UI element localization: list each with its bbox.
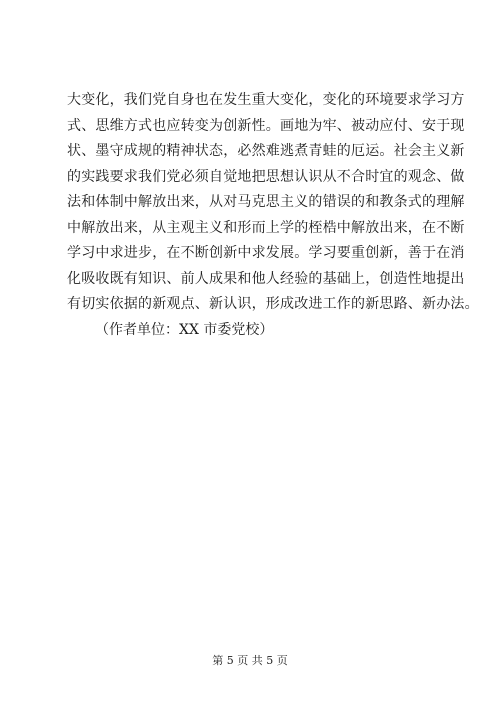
paragraph-line: 有切实依据的新观点、新认识，形成改进工作的新思路、新办法。 (67, 296, 479, 312)
paragraph-line: 大变化，我们党自身也在发生重大变化，变化的环境要求学习方 (67, 92, 465, 108)
page-number-footer: 第 5 页 共 5 页 (212, 654, 288, 667)
author-affiliation: （作者单位：XX 市委党校） (95, 321, 274, 338)
paragraph-line: 化吸收既有知识、前人成果和他人经验的基础上，创造性地提出 (67, 270, 465, 287)
paragraph-line: 法和体制中解放出来，从对马克思主义的错误的和教条式的理解 (67, 194, 465, 210)
article-body (67, 88, 479, 343)
paragraph-line: 状、墨守成规的精神状态，必然难逃煮青蛙的厄运。社会主义新 (67, 143, 465, 159)
paragraph-line: 中解放出来，从主观主义和形而上学的桎梏中解放出来，在不断 (67, 219, 465, 236)
paragraph-line: 的实践要求我们党必须自觉地把思想认识从不合时宜的观念、做 (67, 168, 465, 185)
paragraph-line: 式、思维方式也应转变为创新性。画地为牢、被动应付、安于现 (67, 117, 465, 134)
paragraph-line: 学习中求进步，在不断创新中求发展。学习要重创新，善于在消 (67, 245, 465, 261)
